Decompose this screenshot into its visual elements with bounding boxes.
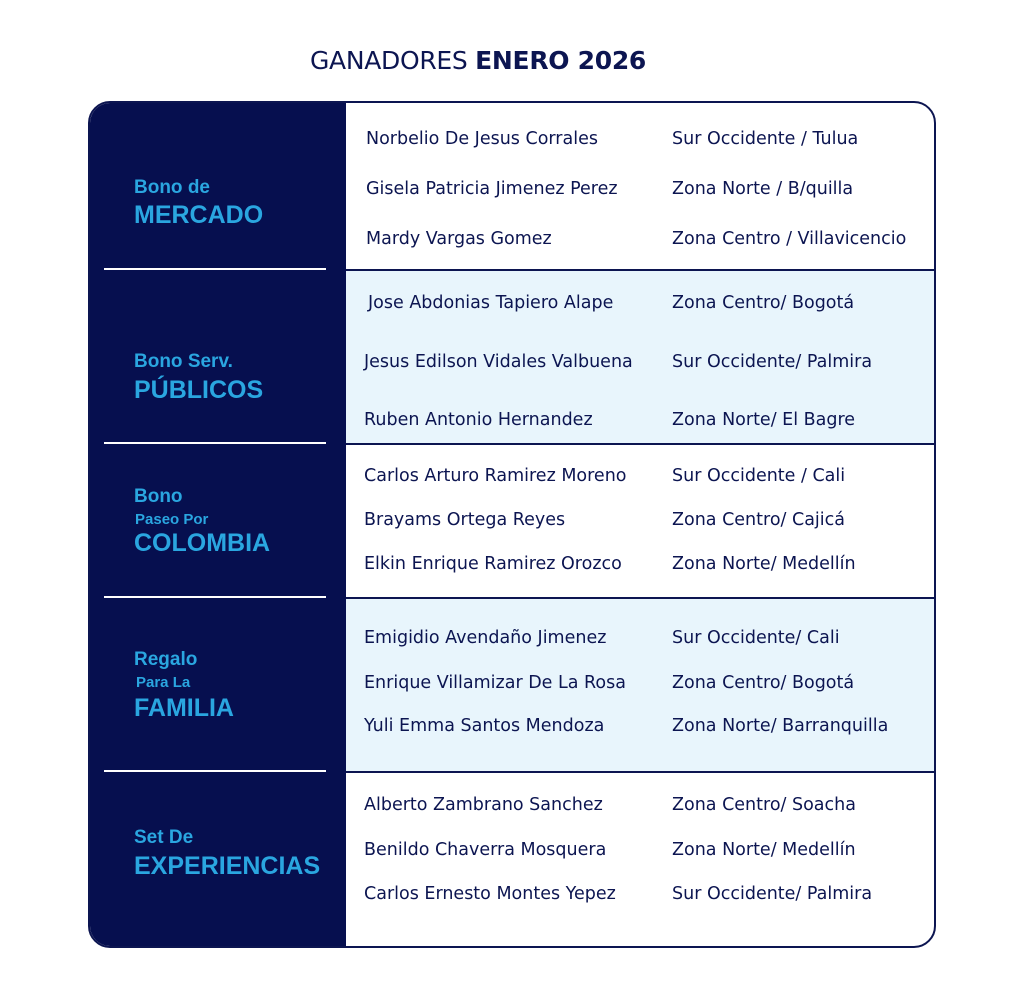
winner-row bbox=[346, 510, 936, 534]
category-line1b: Paseo Por bbox=[135, 511, 209, 528]
winner-location: Zona Centro/ Cajicá bbox=[672, 510, 846, 530]
winner-location: Sur Occidente / Tulua bbox=[672, 129, 859, 149]
winner-name: Alberto Zambrano Sanchez bbox=[364, 795, 603, 815]
winner-name: Brayams Ortega Reyes bbox=[364, 510, 566, 530]
winner-name: Yuli Emma Santos Mendoza bbox=[364, 716, 605, 736]
category-divider bbox=[104, 596, 326, 598]
category-divider bbox=[104, 770, 326, 772]
winner-row bbox=[346, 628, 936, 652]
category-colombia bbox=[90, 445, 346, 599]
winner-row bbox=[346, 554, 936, 578]
winners-block-familia bbox=[346, 599, 936, 773]
winner-name: Emigidio Avendaño Jimenez bbox=[364, 628, 607, 648]
page-title bbox=[0, 46, 956, 75]
winner-row bbox=[346, 352, 936, 376]
winner-row bbox=[346, 716, 936, 740]
winner-row bbox=[346, 840, 936, 864]
category-line2: PÚBLICOS bbox=[134, 376, 264, 404]
winners-content bbox=[346, 103, 936, 946]
winners-block-experiencias bbox=[346, 773, 936, 948]
winner-location: Zona Norte / B/quilla bbox=[672, 179, 854, 199]
category-line1: Bono bbox=[134, 486, 183, 507]
winner-name: Benildo Chaverra Mosquera bbox=[364, 840, 607, 860]
category-line1: Bono Serv. bbox=[134, 351, 233, 372]
winner-location: Zona Centro/ Bogotá bbox=[672, 673, 855, 693]
winner-location: Zona Norte/ Medellín bbox=[672, 554, 856, 574]
winner-location: Zona Centro/ Soacha bbox=[672, 795, 856, 815]
title-bold: ENERO 2026 bbox=[475, 46, 647, 75]
category-line2: COLOMBIA bbox=[134, 529, 271, 557]
category-divider bbox=[104, 442, 326, 444]
winner-row bbox=[346, 410, 936, 434]
winner-location: Sur Occidente/ Palmira bbox=[672, 884, 873, 904]
category-line1: Bono de bbox=[134, 177, 210, 198]
category-line1b: Para La bbox=[136, 674, 191, 691]
winner-location: Zona Norte/ Medellín bbox=[672, 840, 856, 860]
category-divider bbox=[104, 268, 326, 270]
winner-name: Norbelio De Jesus Corrales bbox=[366, 129, 598, 149]
winner-location: Zona Norte/ El Bagre bbox=[672, 410, 856, 430]
category-experiencias bbox=[90, 773, 346, 948]
category-publicos bbox=[90, 271, 346, 445]
winner-name: Mardy Vargas Gomez bbox=[366, 229, 552, 249]
winner-name: Jose Abdonias Tapiero Alape bbox=[368, 293, 614, 313]
category-sidebar bbox=[90, 103, 346, 946]
winner-row bbox=[346, 795, 936, 819]
title-normal: GANADORES bbox=[309, 46, 476, 75]
winner-location: Sur Occidente/ Cali bbox=[672, 628, 840, 648]
winner-row bbox=[346, 466, 936, 490]
category-line1: Set De bbox=[134, 827, 194, 848]
winner-row bbox=[346, 129, 936, 153]
category-line2: EXPERIENCIAS bbox=[134, 852, 321, 880]
winners-block-colombia bbox=[346, 445, 936, 599]
winner-row bbox=[346, 179, 936, 203]
winner-location: Zona Centro/ Bogotá bbox=[672, 293, 855, 313]
winners-table bbox=[88, 101, 936, 948]
winners-block-mercado bbox=[346, 103, 936, 271]
winner-row bbox=[346, 884, 936, 908]
winner-name: Carlos Arturo Ramirez Moreno bbox=[364, 466, 627, 486]
category-familia bbox=[90, 599, 346, 773]
winner-name: Gisela Patricia Jimenez Perez bbox=[366, 179, 618, 199]
winner-name: Enrique Villamizar De La Rosa bbox=[364, 673, 626, 693]
winner-name: Jesus Edilson Vidales Valbuena bbox=[364, 352, 633, 372]
category-line2: MERCADO bbox=[134, 201, 264, 229]
winner-row bbox=[346, 293, 936, 317]
winner-location: Sur Occidente/ Palmira bbox=[672, 352, 873, 372]
winner-name: Carlos Ernesto Montes Yepez bbox=[364, 884, 616, 904]
winner-location: Sur Occidente / Cali bbox=[672, 466, 846, 486]
winner-location: Zona Norte/ Barranquilla bbox=[672, 716, 889, 736]
winner-name: Elkin Enrique Ramirez Orozco bbox=[364, 554, 622, 574]
category-line2: FAMILIA bbox=[134, 694, 234, 722]
winner-name: Ruben Antonio Hernandez bbox=[364, 410, 593, 430]
winner-row bbox=[346, 229, 936, 253]
category-line1: Regalo bbox=[134, 649, 198, 670]
winner-row bbox=[346, 673, 936, 697]
winners-block-publicos bbox=[346, 271, 936, 445]
category-mercado bbox=[90, 103, 346, 271]
winner-location: Zona Centro / Villavicencio bbox=[672, 229, 907, 249]
